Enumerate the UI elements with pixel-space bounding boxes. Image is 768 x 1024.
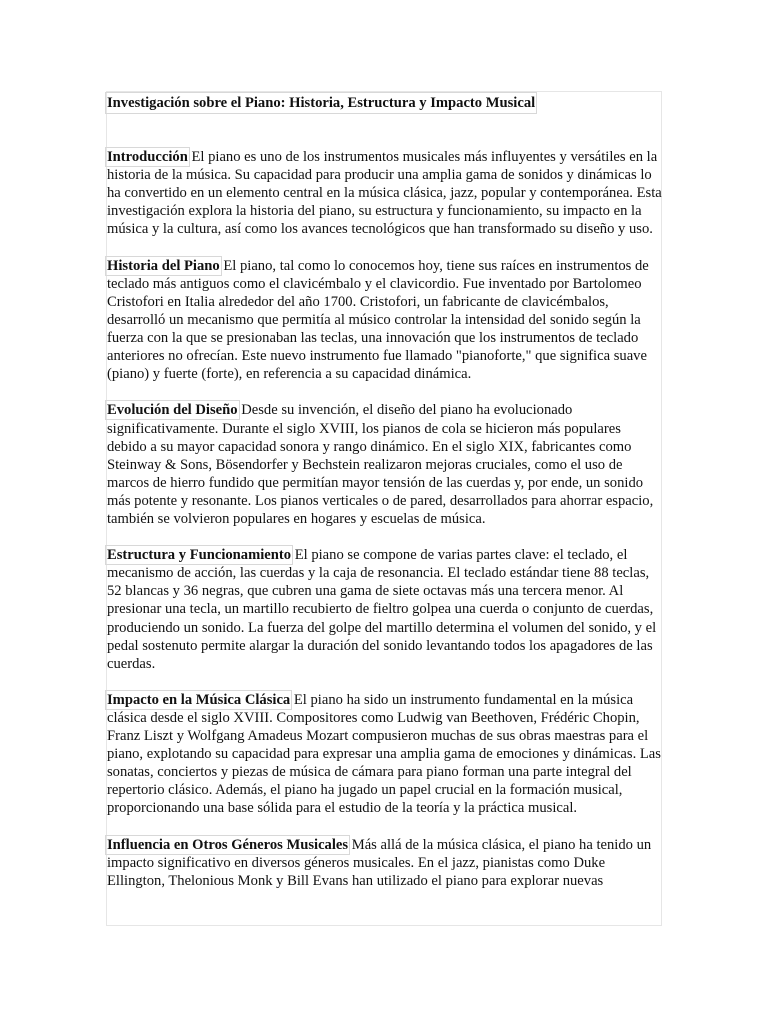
section-body: Más allá de la música clásica, el piano ha tenido un impacto significativo en diversos géneros musicales. En el jazz, pianistas como Duke Ellington, Thelonious Monk y Bill Evans han utilizado el piano para explorar nuevas	[107, 836, 652, 889]
section-body: Desde su invención, el diseño del piano ha evolucionado significativamente. Durante el siglo XVIII, los pianos de cola se hicieron más populares debido a su mayor capacidad sonora y rango dinámico. En el siglo XIX, fabricantes como Steinway & Sons, Bösendorfer y Bechstein realizaron mejoras cruciales, como el uso de marcos de hierro fundido que permitían mayor tensión de las cuerdas y, por ende, un sonido más potente y resonante. Los pianos verticales o de pared, desarrollados para ahorrar espacio, también se volvieron populares en hogares y escuelas de música.	[107, 402, 654, 527]
section-heading: Evolución del Diseño	[107, 402, 238, 419]
section-impacto-clasica	[107, 691, 663, 818]
section-heading: Impacto en la Música Clásica	[107, 691, 291, 708]
section-evolucion	[107, 401, 663, 528]
section-body: El piano, tal como lo conocemos hoy, tiene sus raíces en instrumentos de teclado más antiguos como el clavicémbalo y el clavicordio. Fue inventado por Bartolomeo Cristofori en Italia alrededor del año 1700. Cristofori, un fabricante de clavicémbalos, desarrolló un mecanismo que permitía al músico controlar la intensidad del sonido según la fuerza con la que se presionaban las teclas, una innovación que los instrumentos de teclado anteriores no ofrecían. Este nuevo instrumento fue llamado "pianoforte," que significa suave (piano) y fuerte (forte), en referencia a su capacidad dinámica.	[107, 257, 649, 383]
document-body	[107, 94, 663, 908]
section-body: El piano se compone de varias partes clave: el teclado, el mecanismo de acción, las cuerdas y la caja de resonancia. El teclado estándar tiene 88 teclas, 52 blancas y 36 negras, que cubren una gama de siete octavas más una tercera menor. Al presionar una tecla, un martillo recubierto de fieltro golpea una cuerda o conjunto de cuerdas, produciendo un sonido. La fuerza del golpe del martillo determina el volumen del sonido, y el pedal sostenuto permite alargar la duración del sonido levantando todos los apagadores de las cuerdas.	[107, 547, 657, 672]
section-body: El piano es uno de los instrumentos musicales más influyentes y versátiles en la historia de la música. Su capacidad para producir una amplia gama de sonidos y dinámicas lo ha convertido en un elemento central en la música clásica, jazz, popular y contemporánea. Esta investigación explora la historia del piano, su estructura y funcionamiento, su impacto en la música y la cultura, así como los avances tecnológicos que han transformado su diseño y uso.	[107, 149, 662, 238]
section-historia	[107, 257, 663, 384]
section-heading: Influencia en Otros Géneros Musicales	[107, 836, 349, 853]
section-otros-generos	[107, 836, 663, 890]
section-estructura	[107, 546, 663, 673]
title-line	[107, 94, 663, 130]
section-heading: Historia del Piano	[107, 257, 220, 274]
document-title: Investigación sobre el Piano: Historia, Estructura y Impacto Musical	[107, 95, 536, 111]
section-body: El piano ha sido un instrumento fundamental en la música clásica desde el siglo XVIII. Compositores como Ludwig van Beethoven, Frédéric Chopin, Franz Liszt y Wolfgang Amadeus Mozart compusieron muchas de sus obras maestras para el piano, explotando su capacidad para expresar una amplia gama de emociones y dinámicas. Las sonatas, conciertos y piezas de música de cámara para piano forman una parte integral del repertorio clásico. Además, el piano ha jugado un papel crucial en la formación musical, proporcionando una base sólida para el estudio de la teoría y la práctica musical.	[107, 691, 661, 817]
section-introduccion	[107, 148, 663, 238]
section-heading: Introducción	[107, 149, 188, 166]
section-heading: Estructura y Funcionamiento	[107, 547, 292, 564]
